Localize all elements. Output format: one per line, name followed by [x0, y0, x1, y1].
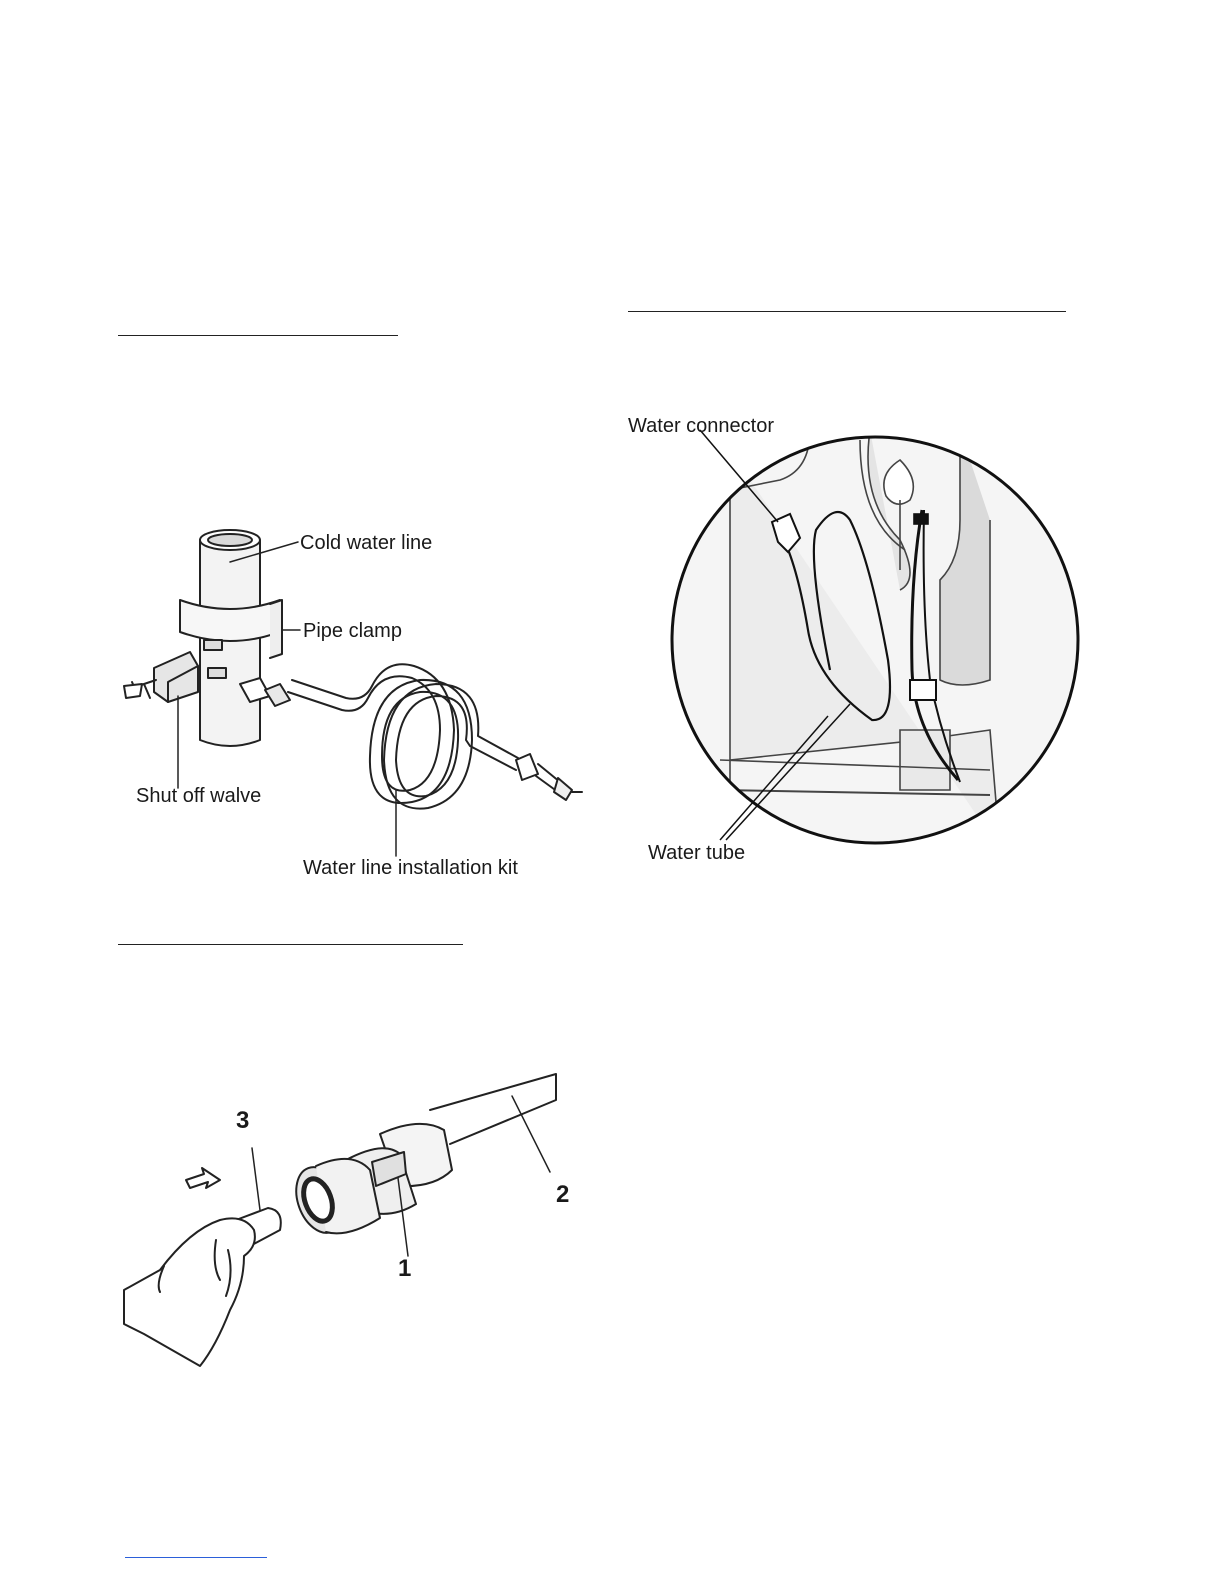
- callout-3: 3: [236, 1107, 250, 1134]
- cold-water-line-label: Cold water line: [300, 532, 433, 554]
- callout-2: 2: [556, 1181, 570, 1208]
- section-rule-left-top: [118, 335, 398, 336]
- pipe-clamp-label: Pipe clamp: [303, 620, 402, 642]
- water-line-installation-figure: [120, 520, 590, 890]
- callout-1: 1: [398, 1255, 412, 1282]
- water-line-kit-label: Water line installation kit: [303, 857, 518, 879]
- footer-link-rule[interactable]: [125, 1557, 267, 1558]
- shut-off-valve-label: Shut off walve: [136, 785, 262, 807]
- water-connector-label: Water connector: [628, 415, 774, 437]
- section-rule-left-middle: [118, 944, 463, 945]
- water-connector-detail-figure: [660, 430, 1090, 850]
- quick-connect-fitting-figure: [120, 1070, 590, 1370]
- water-tube-label: Water tube: [648, 842, 746, 864]
- section-rule-right-top: [628, 311, 1066, 312]
